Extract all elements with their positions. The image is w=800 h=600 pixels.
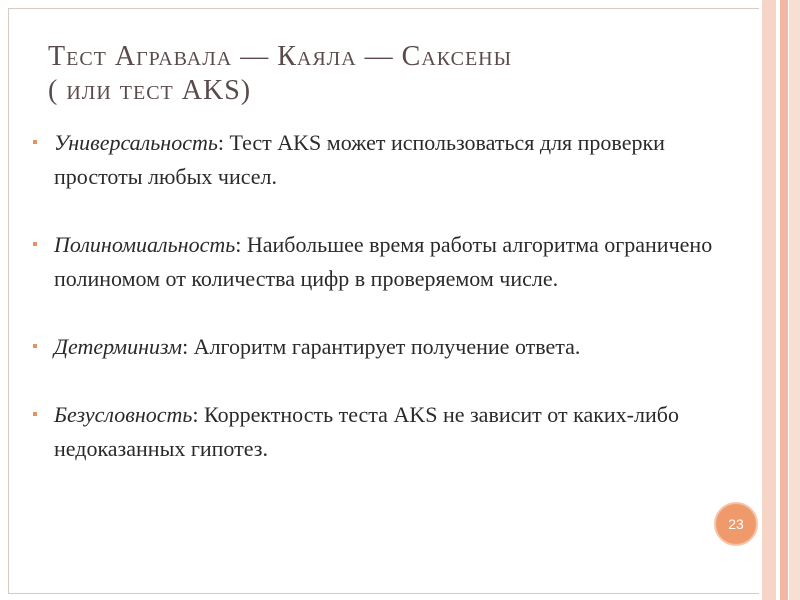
bullet-icon: ▪ (32, 338, 38, 355)
bullet-text: : Наибольшее время работы алгоритма ограничено полиномом от количества цифр в проверяемом числе. (54, 232, 713, 291)
decorative-stripe (762, 0, 776, 600)
bullet-text: : Тест AKS может использоваться для проверки простоты любых чисел. (54, 130, 665, 189)
bullet-term: Детерминизм (54, 334, 183, 359)
bullet-item (30, 228, 750, 296)
bullet-text: : Корректность теста AKS не зависит от каких-либо недоказанных гипотез. (54, 402, 679, 461)
bullet-icon: ▪ (32, 406, 38, 423)
page-number-badge: 23 (714, 502, 758, 546)
bullet-term: Полиномиальность (54, 232, 236, 257)
title-line-1: Тест Агравала — Каяла — Саксены (48, 41, 513, 72)
bullet-item (30, 126, 750, 194)
decorative-stripe (780, 0, 788, 600)
title-line-2: ( или тест AKS) (48, 75, 252, 106)
bullet-term: Универсальность (54, 130, 218, 155)
bullet-icon: ▪ (32, 134, 38, 151)
bullet-icon: ▪ (32, 236, 38, 253)
bullet-item (30, 398, 750, 466)
bullet-term: Безусловность (54, 402, 193, 427)
bullet-list (30, 126, 750, 466)
bullet-text: : Алгоритм гарантирует получение ответа. (182, 334, 581, 359)
slide-title (48, 40, 748, 108)
bullet-item (30, 330, 750, 364)
decorative-stripe (789, 0, 800, 600)
